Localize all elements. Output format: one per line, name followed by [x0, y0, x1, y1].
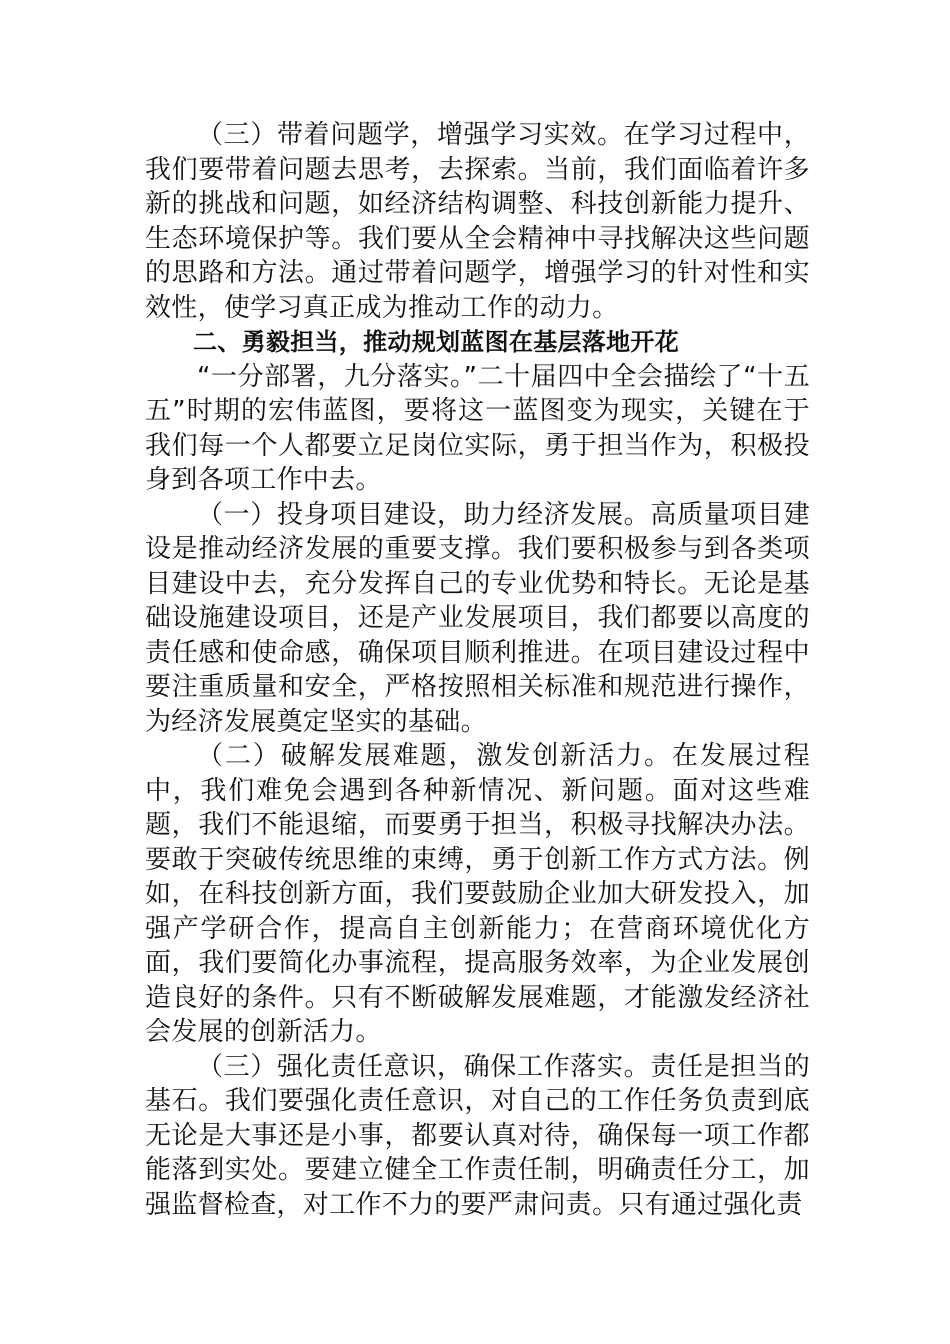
document-body — [145, 118, 810, 1222]
section-heading-two: 二、勇毅担当，推动规划蓝图在基层落地开花 — [193, 328, 679, 356]
paragraph-responsibility-awareness: （三）强化责任意识，确保工作落实。责任是担当的基石。我们要强化责任意识，对自己的工作任务负责到底无论是大事还是小事，都要认真对待，确保每一项工作都能落到实处。要建立健全工作责任制，明确责任分工，加强监督检查，对工作不力的要严肃问责。只有通过强化责 — [145, 1051, 810, 1220]
paragraph-study-with-problems: （三）带着问题学，增强学习实效。在学习过程中，我们要带着问题去思考，去探索。当前，我们面临着许多新的挑战和问题，如经济结构调整、科技创新能力提升、生态环境保护等。我们要从全会精神中寻找解决这些问题的思路和方法。通过带着问题学，增强学习的针对性和实效性，使学习真正成为推动工作的动力。 — [145, 120, 810, 323]
paragraph-project-construction: （一）投身项目建设，助力经济发展。高质量项目建设是推动经济发展的重要支撑。我们要积极参与到各类项目建设中去，充分发挥自己的专业优势和特长。无论是基础设施建设项目，还是产业发展项目，我们都要以高度的责任感和使命感，确保项目顺利推进。在项目建设过程中要注重质量和安全，严格按照相关标准和规范进行操作，为经济发展奠定坚实的基础。 — [145, 499, 810, 737]
paragraph-deployment-implementation: “一分部署，九分落实。”二十届四中全会描绘了“十五五”时期的宏伟蓝图，要将这一蓝图变为现实，关键在于我们每一个人都要立足岗位实际，勇于担当作为，积极投身到各项工作中去。 — [145, 361, 810, 495]
paragraph-solve-development-problems: （二）破解发展难题，激发创新活力。在发展过程中，我们难免会遇到各种新情况、新问题。面对这些难题，我们不能退缩，而要勇于担当，积极寻找解决办法。要敢于突破传统思维的束缚，勇于创新工作方式方法。例如，在科技创新方面，我们要鼓励企业加大研发投入，加强产学研合作，提高自主创新能力；在营商环境优化方面，我们要简化办事流程，提高服务效率，为企业发展创造良好的条件。只有不断破解发展难题，才能激发经济社会发展的创新活力。 — [145, 741, 810, 1047]
